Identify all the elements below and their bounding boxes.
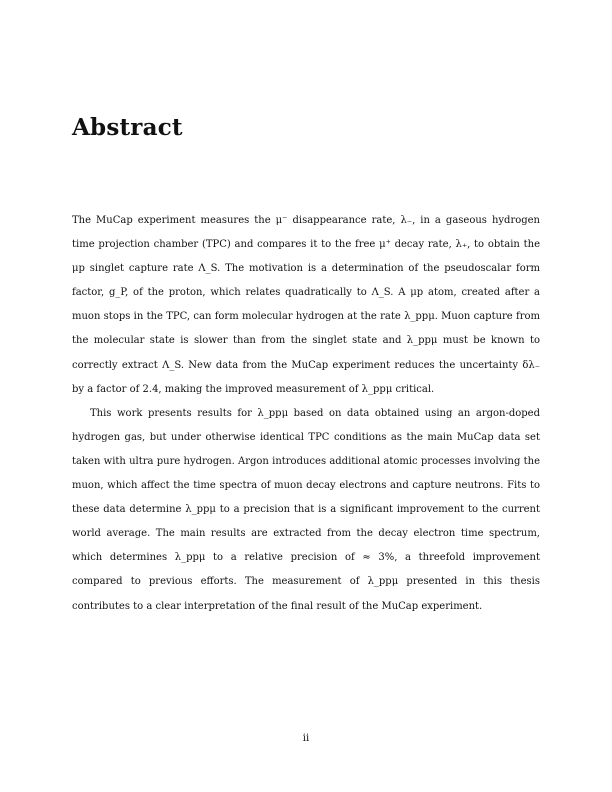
abstract-paragraph-2: This work presents results for λ_ppμ based on data obtained using an argon-doped hydrogen gas, but under otherwise identical TPC conditions as the main MuCap data set taken with ultra pure hydrogen. Argon introduces additional atomic processes involving the muon, which affect the time spectra of muon decay electrons and capture neutrons. Fits to these data determine λ_ppμ to a precision that is a significant improvement to the current world average. The main results are extracted from the decay electron time spectrum, which determines λ_ppμ to a relative precision of ≈ 3%, a threefold improvement compared to previous efforts. The measurement of λ_ppμ presented in this thesis contributes to a clear interpretation of the final result of the MuCap experiment. [72,407,540,612]
abstract-paragraph-1: The MuCap experiment measures the μ⁻ disappearance rate, λ₋, in a gaseous hydrogen time projection chamber (TPC) and compares it to the free μ⁺ decay rate, λ₊, to obtain the μp singlet capture rate Λ_S. The motivation is a determination of the pseudoscalar form factor, g_P, of the proton, which relates quadratically to Λ_S. A μp atom, created after a muon stops in the TPC, can form molecular hydrogen at the rate λ_ppμ. Muon capture from the molecular state is slower than from the singlet state and λ_ppμ must be known to correctly extract Λ_S. New data from the MuCap experiment reduces the uncertainty δλ₋ by a factor of 2.4, making the improved measurement of λ_ppμ critical. [72,215,540,395]
abstract-body [72,209,540,619]
abstract-heading: Abstract [72,114,183,141]
page-number: ii [302,733,310,744]
